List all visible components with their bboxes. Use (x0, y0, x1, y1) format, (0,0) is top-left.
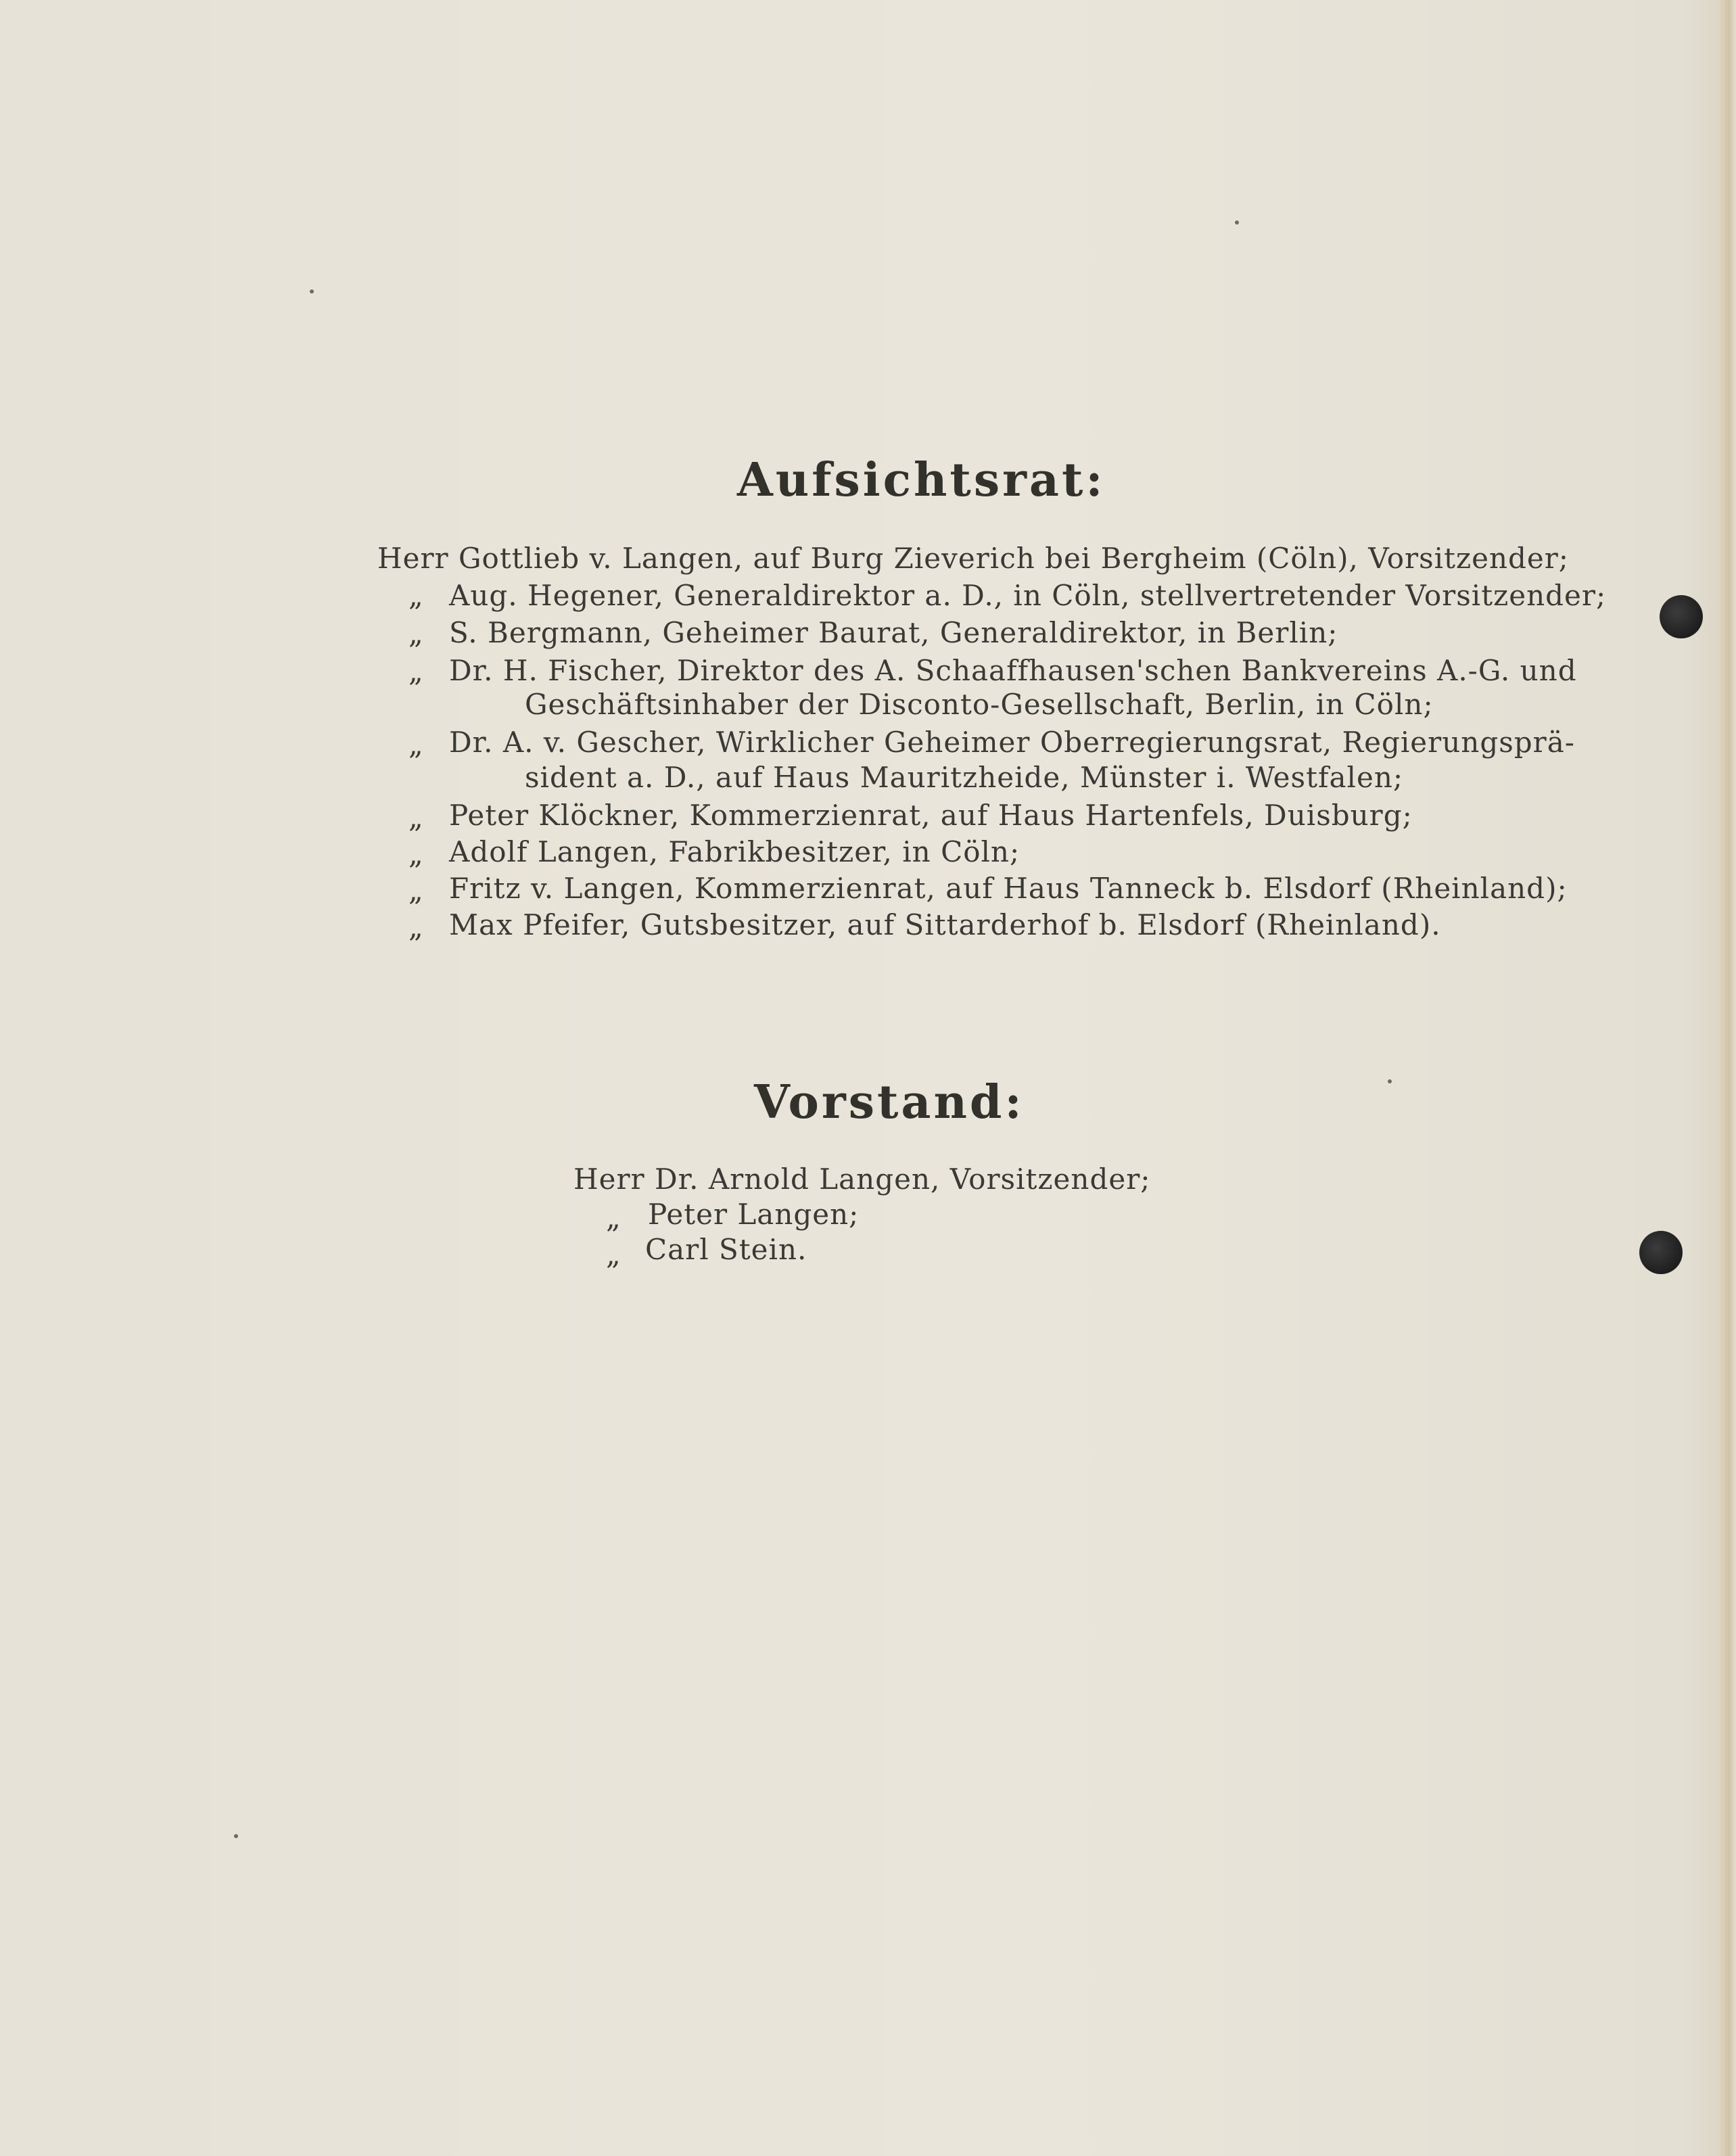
punch-hole (1660, 595, 1703, 638)
ditto-mark: „ (408, 655, 423, 688)
ditto-mark: „ (408, 837, 423, 870)
ditto-mark: „ (606, 1201, 621, 1234)
aufsichtsrat-member-line: Herr Gottlieb v. Langen, auf Burg Zieverich bei Bergheim (Cöln), Vorsitzender; (377, 542, 1569, 575)
aufsichtsrat-member-line: Dr. H. Fischer, Direktor des A. Schaaffhausen'schen Bankvereins A.-G. und (449, 654, 1577, 687)
aufsichtsrat-member-line: Adolf Langen, Fabrikbesitzer, in Cöln; (449, 835, 1021, 868)
ditto-mark: „ (408, 579, 423, 612)
ditto-mark: „ (408, 910, 423, 943)
aufsichtsrat-member-line: Fritz v. Langen, Kommerzienrat, auf Haus Tanneck b. Elsdorf (Rheinland); (449, 872, 1568, 905)
page-edge (1718, 0, 1736, 2156)
vorstand-member-line: Peter Langen; (648, 1198, 860, 1231)
punch-hole (1639, 1231, 1683, 1274)
vorstand-member-line: Herr Dr. Arnold Langen, Vorsitzender; (573, 1163, 1151, 1196)
ditto-mark: „ (408, 874, 423, 907)
aufsichtsrat-member-line: Peter Klöckner, Kommerzienrat, auf Haus Hartenfels, Duisburg; (449, 799, 1413, 832)
paper-speck (1235, 220, 1239, 225)
paper-speck (1388, 1079, 1392, 1083)
paper-speck (310, 289, 314, 294)
aufsichtsrat-member-line: Dr. A. v. Gescher, Wirklicher Geheimer Oberregierungsrat, Regierungsprä- (449, 726, 1575, 759)
aufsichtsrat-member-line: Max Pfeifer, Gutsbesitzer, auf Sittarderhof b. Elsdorf (Rheinland). (449, 908, 1441, 941)
aufsichtsrat-member-line: sident a. D., auf Haus Mauritzheide, Münster i. Westfalen; (525, 761, 1404, 794)
aufsichtsrat-member-line: S. Bergmann, Geheimer Baurat, Generaldirektor, in Berlin; (449, 616, 1338, 649)
ditto-mark: „ (408, 617, 423, 650)
ditto-mark: „ (408, 801, 423, 834)
aufsichtsrat-heading: Aufsichtsrat: (737, 453, 1106, 507)
aufsichtsrat-member-line: Geschäftsinhaber der Disconto-Gesellschaft, Berlin, in Cöln; (525, 688, 1434, 721)
vorstand-member-line: Carl Stein. (645, 1233, 807, 1266)
aufsichtsrat-member-line: Aug. Hegener, Generaldirektor a. D., in Cöln, stellvertretender Vorsitzender; (449, 579, 1607, 612)
paper-speck (234, 1834, 238, 1838)
ditto-mark: „ (606, 1238, 621, 1271)
ditto-mark: „ (408, 728, 423, 761)
vorstand-heading: Vorstand: (754, 1075, 1025, 1129)
